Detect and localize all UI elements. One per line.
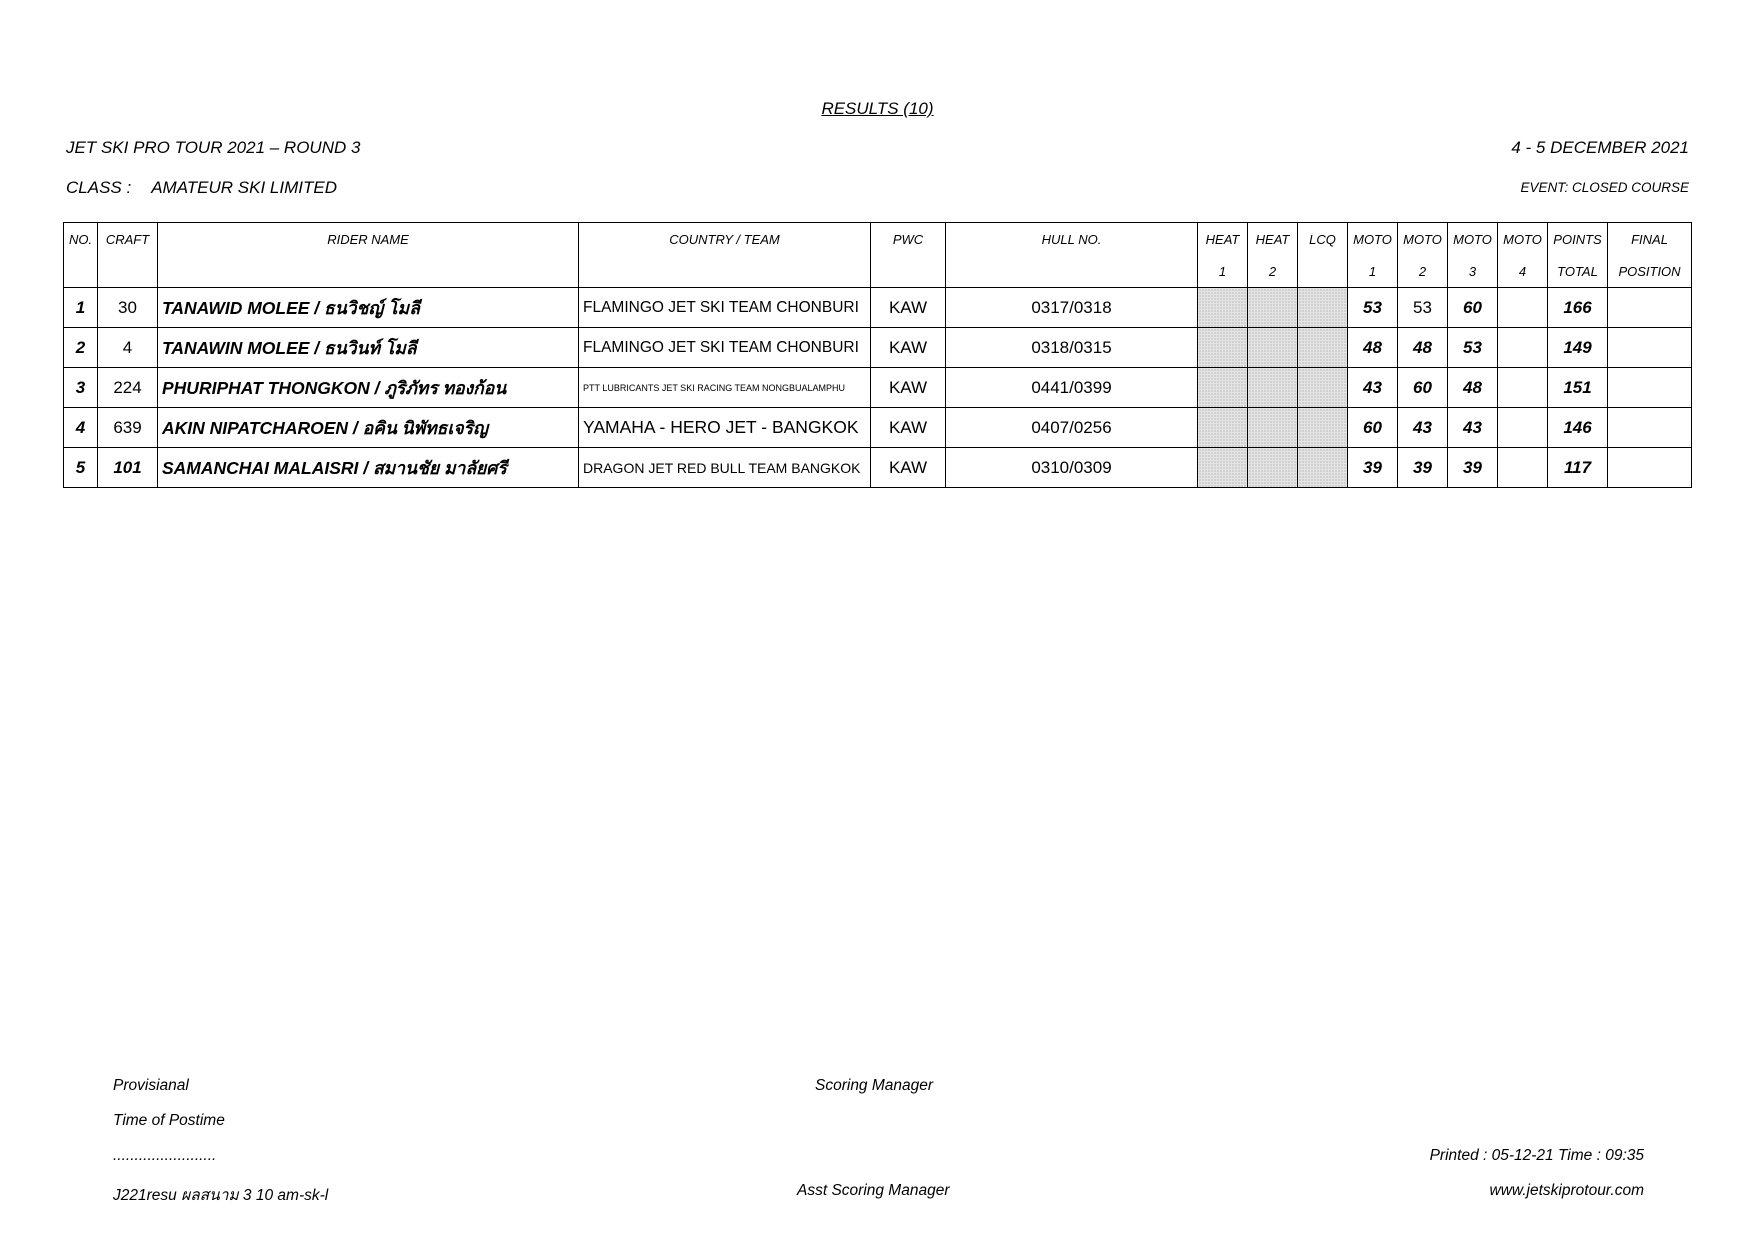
row-rider: TANAWIN MOLEE / ธนวินท์ โมลี (158, 328, 579, 368)
class-value: AMATEUR SKI LIMITED (151, 178, 337, 197)
row-pwc: KAW (871, 448, 946, 488)
col-moto4: MOTO (1498, 223, 1548, 256)
col-hull: HULL NO. (946, 223, 1198, 256)
header-row-1 (64, 223, 1692, 256)
event-type: EVENT: CLOSED COURSE (1520, 180, 1689, 195)
row-lcq (1298, 288, 1348, 328)
row-rider: TANAWID MOLEE / ธนวิชญ์ โมลี (158, 288, 579, 328)
row-hull: 0441/0399 (946, 368, 1198, 408)
row-position (1608, 368, 1692, 408)
time-of-postime-label: Time of Postime (113, 1112, 225, 1129)
row-moto2: 48 (1398, 328, 1448, 368)
signature-dots: ........................ (113, 1147, 217, 1164)
col-rider: RIDER NAME (158, 223, 579, 256)
col-heat2-num: 2 (1248, 255, 1298, 288)
printed-timestamp: Printed : 05-12-21 Time : 09:35 (1429, 1147, 1644, 1164)
col-heat2: HEAT (1248, 223, 1298, 256)
row-position (1608, 408, 1692, 448)
row-heat2 (1248, 408, 1298, 448)
row-moto3: 60 (1448, 288, 1498, 328)
table-row (64, 288, 1692, 328)
table-row (64, 328, 1692, 368)
row-hull: 0318/0315 (946, 328, 1198, 368)
row-craft: 4 (98, 328, 158, 368)
row-total: 117 (1548, 448, 1608, 488)
row-craft: 224 (98, 368, 158, 408)
row-pwc: KAW (871, 408, 946, 448)
class-line (66, 178, 337, 198)
row-moto3: 53 (1448, 328, 1498, 368)
row-moto4 (1498, 448, 1548, 488)
row-team: FLAMINGO JET SKI TEAM CHONBURI (579, 328, 871, 368)
table-row (64, 368, 1692, 408)
row-moto1: 43 (1348, 368, 1398, 408)
col-moto2: MOTO (1398, 223, 1448, 256)
results-title: RESULTS (10) (821, 99, 934, 118)
row-moto2: 39 (1398, 448, 1448, 488)
col-moto3-num: 3 (1448, 255, 1498, 288)
scoring-manager-label: Scoring Manager (815, 1077, 934, 1094)
row-moto4 (1498, 368, 1548, 408)
row-moto1: 53 (1348, 288, 1398, 328)
row-moto1: 39 (1348, 448, 1398, 488)
col-no: NO. (64, 223, 98, 256)
col-points: POINTS (1548, 223, 1608, 256)
row-moto2: 43 (1398, 408, 1448, 448)
row-lcq (1298, 408, 1348, 448)
row-heat2 (1248, 328, 1298, 368)
col-position: POSITION (1608, 255, 1692, 288)
row-moto2: 53 (1398, 288, 1448, 328)
asst-scoring-manager-label: Asst Scoring Manager (797, 1182, 950, 1199)
row-craft: 101 (98, 448, 158, 488)
row-craft: 639 (98, 408, 158, 448)
row-moto3: 48 (1448, 368, 1498, 408)
results-table (63, 222, 1692, 488)
col-final: FINAL (1608, 223, 1692, 256)
col-lcq: LCQ (1298, 223, 1348, 256)
col-heat1: HEAT (1198, 223, 1248, 256)
row-total: 151 (1548, 368, 1608, 408)
row-lcq (1298, 328, 1348, 368)
col-team: COUNTRY / TEAM (579, 223, 871, 256)
row-heat1 (1198, 288, 1248, 328)
row-rider: AKIN NIPATCHAROEN / อคิน นิพัทธเจริญ (158, 408, 579, 448)
row-moto3: 43 (1448, 408, 1498, 448)
row-heat1 (1198, 328, 1248, 368)
row-heat2 (1248, 288, 1298, 328)
row-team: PTT LUBRICANTS JET SKI RACING TEAM NONGBUALAMPHU (579, 368, 871, 408)
row-rider: SAMANCHAI MALAISRI / สมานชัย มาลัยศรี (158, 448, 579, 488)
table-row (64, 408, 1692, 448)
col-moto2-num: 2 (1398, 255, 1448, 288)
website-link[interactable]: www.jetskiprotour.com (1489, 1182, 1644, 1199)
row-lcq (1298, 368, 1348, 408)
row-hull: 0310/0309 (946, 448, 1198, 488)
row-position (1608, 288, 1692, 328)
event-name: JET SKI PRO TOUR 2021 – ROUND 3 (66, 138, 361, 157)
col-heat1-num: 1 (1198, 255, 1248, 288)
provisional-label: Provisianal (113, 1077, 189, 1094)
row-total: 146 (1548, 408, 1608, 448)
event-date: 4 - 5 DECEMBER 2021 (1511, 138, 1689, 157)
row-moto1: 48 (1348, 328, 1398, 368)
row-position (1608, 448, 1692, 488)
class-label: CLASS : (66, 178, 132, 197)
row-team: FLAMINGO JET SKI TEAM CHONBURI (579, 288, 871, 328)
col-craft: CRAFT (98, 223, 158, 256)
row-heat1 (1198, 448, 1248, 488)
row-total: 149 (1548, 328, 1608, 368)
row-lcq (1298, 448, 1348, 488)
row-moto4 (1498, 408, 1548, 448)
row-no: 3 (64, 368, 98, 408)
row-rider: PHURIPHAT THONGKON / ภูริภัทร ทองก้อน (158, 368, 579, 408)
row-no: 1 (64, 288, 98, 328)
row-heat2 (1248, 448, 1298, 488)
row-moto2: 60 (1398, 368, 1448, 408)
row-no: 4 (64, 408, 98, 448)
row-team: YAMAHA - HERO JET - BANGKOK (579, 408, 871, 448)
col-moto1-num: 1 (1348, 255, 1398, 288)
row-pwc: KAW (871, 368, 946, 408)
row-position (1608, 328, 1692, 368)
row-no: 5 (64, 448, 98, 488)
table-row (64, 448, 1692, 488)
row-pwc: KAW (871, 328, 946, 368)
row-pwc: KAW (871, 288, 946, 328)
row-total: 166 (1548, 288, 1608, 328)
row-no: 2 (64, 328, 98, 368)
row-team: DRAGON JET RED BULL TEAM BANGKOK (579, 448, 871, 488)
row-moto3: 39 (1448, 448, 1498, 488)
file-reference: J221resu ผลสนาม 3 10 am-sk-l (113, 1187, 329, 1204)
col-moto4-num: 4 (1498, 255, 1548, 288)
col-pwc: PWC (871, 223, 946, 256)
col-total: TOTAL (1548, 255, 1608, 288)
row-moto1: 60 (1348, 408, 1398, 448)
row-heat1 (1198, 368, 1248, 408)
row-heat2 (1248, 368, 1298, 408)
col-moto1: MOTO (1348, 223, 1398, 256)
row-hull: 0317/0318 (946, 288, 1198, 328)
row-moto4 (1498, 328, 1548, 368)
col-moto3: MOTO (1448, 223, 1498, 256)
row-moto4 (1498, 288, 1548, 328)
header-row-2 (64, 255, 1692, 288)
row-hull: 0407/0256 (946, 408, 1198, 448)
row-heat1 (1198, 408, 1248, 448)
row-craft: 30 (98, 288, 158, 328)
